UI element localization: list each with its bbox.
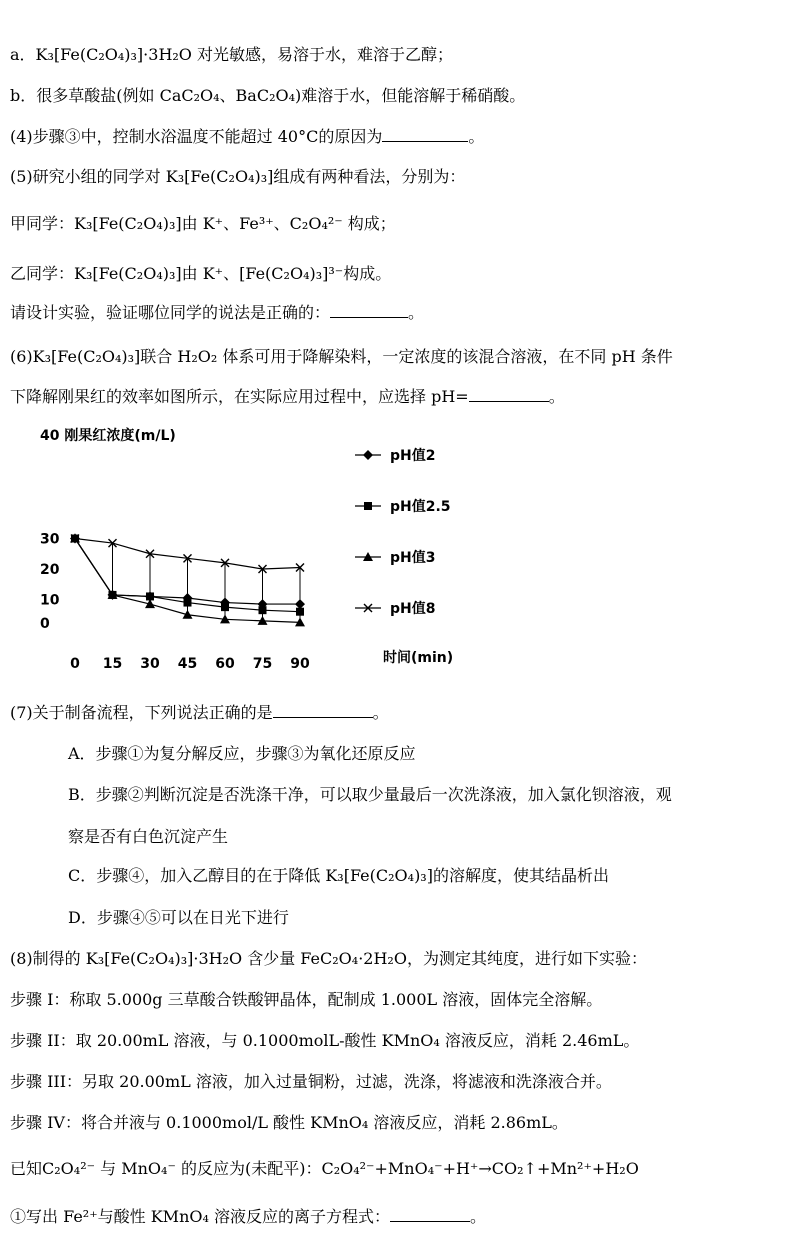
question-5: (5)研究小组的同学对 K₃[Fe(C₂O₄)₃]组成有两种看法，分别为： [10, 167, 466, 186]
legend-marker [363, 450, 373, 460]
question-6-line1: (6)K₃[Fe(C₂O₄)₃]联合 H₂O₂ 体系可用于降解染料，一定浓度的该混合溶液，在不同 pH 条件 [10, 347, 673, 366]
x-tick-label: 0 [70, 656, 80, 670]
x-tick-label: 45 [177, 656, 198, 670]
question-4-end: 。 [468, 127, 485, 146]
data-point [296, 608, 304, 616]
y-tick-label: 20 [40, 562, 60, 578]
answer-blank-5[interactable] [330, 303, 408, 318]
question-5b-text: 请设计实验，验证哪位同学的说法是正确的： [10, 303, 331, 322]
option-b-line1: B．步骤②判断沉淀是否洗涤干净，可以取少量最后一次洗涤液，加入氯化钡溶液，观 [68, 785, 672, 804]
student-yi-view: 乙同学：K₃[Fe(C₂O₄)₃]由 K⁺、[Fe(C₂O₄)₃]³⁻构成。 [10, 264, 392, 283]
answer-blank-4[interactable] [382, 127, 468, 142]
question-6-line2 [10, 386, 565, 408]
chart-svg [0, 420, 800, 670]
option-b-line2: 察是否有白色沉淀产生 [68, 827, 229, 846]
answer-blank-8a[interactable] [390, 1207, 470, 1222]
question-7-end: 。 [372, 703, 389, 722]
legend-label: pH值3 [390, 550, 436, 566]
x-tick-label: 90 [290, 656, 310, 670]
question-5b-end: 。 [408, 303, 425, 322]
question-8: (8)制得的 K₃[Fe(C₂O₄)₃]·3H₂O 含少量 FeC₂O₄·2H₂O，为测定其纯度，进行如下实验： [10, 949, 647, 968]
step-2: 步骤 II：取 20.00mL 溶液，与 0.1000molL-酸性 KMnO₄ 溶液反应，消耗 2.46mL。 [10, 1031, 640, 1050]
y-tick-label: 0 [40, 616, 50, 632]
data-point [259, 606, 267, 614]
legend-label: pH值2.5 [390, 499, 451, 515]
note-a: a．K₃[Fe(C₂O₄)₃]·3H₂O 对光敏感，易溶于水，难溶于乙醇； [10, 45, 454, 64]
data-point [295, 599, 305, 609]
question-7-text: (7)关于制备流程，下列说法正确的是 [10, 703, 273, 722]
known-reaction: 已知C₂O₄²⁻ 与 MnO₄⁻ 的反应为(未配平)：C₂O₄²⁻+MnO₄⁻+H⁺→CO₂↑+Mn²⁺+H₂O [10, 1159, 639, 1178]
legend-marker [364, 502, 372, 510]
data-point [184, 599, 192, 607]
answer-blank-6[interactable] [469, 387, 549, 402]
option-a: A．步骤①为复分解反应，步骤③为氧化还原反应 [68, 744, 416, 763]
question-6-text: 下降解刚果红的效率如图所示，在实际应用过程中，应选择 pH= [10, 387, 469, 406]
question-8a-text: ①写出 Fe²⁺与酸性 KMnO₄ 溶液反应的离子方程式： [10, 1207, 390, 1226]
option-d: D．步骤④⑤可以在日光下进行 [68, 908, 289, 927]
question-4-text: (4)步骤③中，控制水浴温度不能超过 40°C的原因为 [10, 127, 383, 146]
x-tick-label: 30 [140, 656, 160, 670]
x-tick-label: 75 [252, 656, 273, 670]
question-8a [10, 1206, 486, 1228]
x-axis-label: 时间(min) [383, 650, 454, 666]
y-tick-label: 30 [40, 531, 60, 548]
data-point [221, 603, 229, 611]
question-4 [10, 126, 484, 148]
y-tick-label: 10 [40, 592, 60, 609]
step-1: 步骤 I：称取 5.000g 三草酸合铁酸钾晶体，配制成 1.000L 溶液，固体完全溶解。 [10, 990, 603, 1009]
step-3: 步骤 III：另取 20.00mL 溶液，加入过量铜粉，过滤，洗涤，将滤液和洗涤液合并。 [10, 1072, 612, 1091]
note-b: b．很多草酸盐(例如 CaC₂O₄、BaC₂O₄)难溶于水，但能溶解于稀硝酸。 [10, 86, 526, 105]
question-5b [10, 302, 424, 324]
step-4: 步骤 IV：将合并液与 0.1000mol/L 酸性 KMnO₄ 溶液反应，消耗 2.86mL。 [10, 1113, 568, 1132]
legend-label: pH值2 [390, 448, 436, 464]
degradation-chart [0, 420, 800, 670]
question-7 [10, 702, 389, 724]
x-tick-label: 15 [102, 656, 123, 670]
question-6-end: 。 [548, 387, 565, 406]
answer-blank-7[interactable] [273, 703, 373, 718]
chart-title: 40 刚果红浓度(m/L) [40, 428, 176, 444]
student-jia-view: 甲同学：K₃[Fe(C₂O₄)₃]由 K⁺、Fe³⁺、C₂O₄²⁻ 构成； [10, 214, 396, 233]
question-8a-end: 。 [470, 1207, 487, 1226]
x-tick-label: 60 [215, 656, 235, 670]
option-c: C．步骤④，加入乙醇目的在于降低 K₃[Fe(C₂O₄)₃]的溶解度，使其结晶析出 [68, 866, 609, 885]
legend-label: pH值8 [390, 601, 436, 617]
